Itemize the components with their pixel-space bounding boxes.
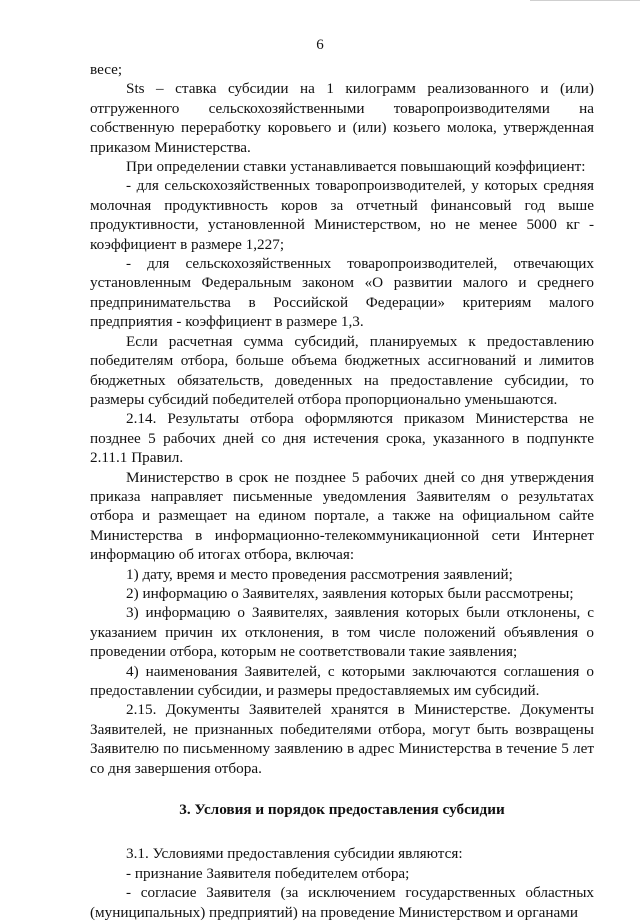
page-number: 6	[316, 37, 324, 53]
paragraph: При определении ставки устанавливается повышающий коэффициент:	[126, 158, 586, 176]
scan-edge-mark	[530, 0, 640, 11]
paragraph: - для сельскохозяйственных товаропроизводителей, у которых средняя молочная продуктивность коров за отчетный финансовый год выше продуктивности, установленной Министерством, но не менее 5000 кг - коэффициент в размере 1,227;	[90, 177, 594, 253]
paragraph: 3) информацию о Заявителях, заявления которых были отклонены, с указанием причин их отклонения, в том числе положений объявления о проведении отбора, которым не соответствовали такие заявления;	[90, 604, 594, 661]
paragraph: - для сельскохозяйственных товаропроизводителей, отвечающих установленным Федеральным законом «О развитии малого и среднего предпринимательства в Российской Федерации» критериям малого предприятия - коэффициент в размере 1,3.	[90, 255, 594, 331]
paragraph: 1) дату, время и место проведения рассмотрения заявлений;	[126, 565, 513, 583]
paragraph: 2.14. Результаты отбора оформляются приказом Министерства не позднее 5 рабочих дней со дня истечения срока, указанного в подпункте 2.11.1 Правил.	[90, 410, 594, 467]
paragraph: 2.15. Документы Заявителей хранятся в Министерстве. Документы Заявителей, не признанных победителями отбора, могут быть возвращены Заявителю по письменному заявлению в адрес Министерства в течение 5 лет со дня завершения отбора.	[90, 701, 594, 777]
document-body	[90, 60, 594, 922]
paragraph: - согласие Заявителя (за исключением государственных областных (муниципальных) предприятий) на проведение Министерством и органами	[90, 884, 594, 921]
paragraph: Министерство в срок не позднее 5 рабочих дней со дня утверждения приказа направляет письменные уведомления Заявителям о результатах отбора и размещает на едином портале, а также на официальном сайте Министерства в информационно-телекоммуникационной сети Интернет информацию об итогах отбора, включая:	[90, 468, 594, 564]
paragraph: 4) наименования Заявителей, с которыми заключаются соглашения о предоставлении субсидии, и размеры предоставляемых им субсидий.	[90, 662, 594, 699]
section-heading: 3. Условия и порядок предоставления субсидии	[179, 801, 505, 819]
paragraph: - признание Заявителя победителем отбора;	[126, 864, 410, 882]
paragraph: Если расчетная сумма субсидий, планируемых к предоставлению победителям отбора, больше объема бюджетных ассигнований и лимитов бюджетных обязательств, доведенных на предоставление субсидии, то размеры субсидий победителей отбора пропорционально уменьшаются.	[90, 332, 594, 408]
paragraph: 3.1. Условиями предоставления субсидии являются:	[126, 845, 463, 863]
paragraph: Sts – ставка субсидии на 1 килограмм реализованного и (или) отгруженного сельскохозяйственными товаропроизводителями на собственную переработку коровьего и (или) козьего молока, утвержденная приказом Министерства.	[90, 80, 594, 156]
paragraph: весе;	[90, 61, 123, 78]
paragraph: 2) информацию о Заявителях, заявления которых были рассмотрены;	[126, 584, 574, 602]
